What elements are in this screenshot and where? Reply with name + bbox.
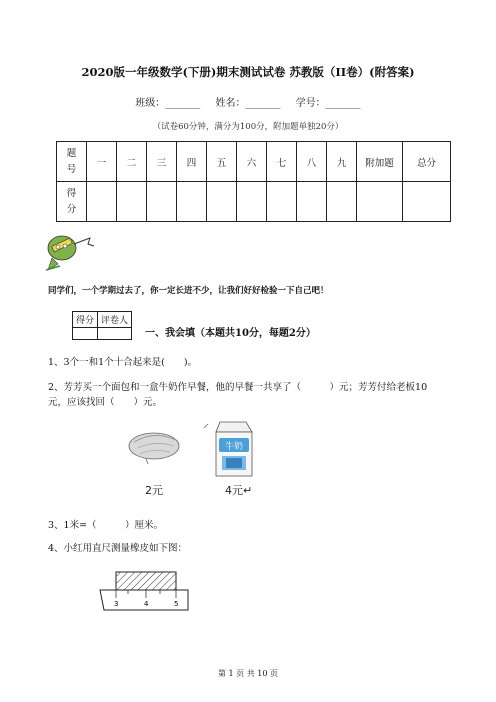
section-heading: 一、我会填（本题共10分，每题2分）	[145, 328, 316, 339]
milk-price: 4元↵	[225, 484, 253, 497]
col-header: 九	[327, 142, 357, 182]
score-label-top: 得	[66, 187, 77, 199]
exam-note: （试卷60分钟，满分为100分，附加题单独20分）	[152, 122, 344, 132]
col-header: 六	[237, 142, 267, 182]
col-header: 四	[177, 142, 207, 182]
page-footer: 第 1 页 共 10 页	[218, 669, 278, 678]
score-cell[interactable]	[147, 182, 177, 222]
student-info	[0, 94, 496, 109]
score-cell[interactable]	[297, 182, 327, 222]
encouragement-text: 同学们，一个学期过去了，你一定长进不少，让我们好好检验一下自己吧！	[48, 286, 329, 296]
ruler-tick-4: 4	[144, 600, 149, 608]
id-field: 学号：_______	[295, 98, 361, 109]
col-header: 三	[147, 142, 177, 182]
grading-grader-label: 评卷人	[98, 312, 132, 328]
bread-image	[128, 426, 182, 466]
score-table-score-row	[57, 182, 451, 222]
header-label-bottom: 号	[66, 163, 77, 175]
grading-score-cell[interactable]	[73, 328, 98, 340]
score-cell[interactable]	[327, 182, 357, 222]
score-cell[interactable]	[207, 182, 237, 222]
ruler-tick-5: 5	[174, 600, 179, 608]
question-3: 3、1米=（ ）厘米。	[48, 520, 164, 531]
score-label-cell	[57, 182, 87, 222]
score-cell[interactable]	[237, 182, 267, 222]
question-4: 4、小红用直尺测量橡皮如下图：	[48, 543, 188, 554]
col-header: 七	[267, 142, 297, 182]
question-2-line-1: 2、芳芳买一个面包和一盒牛奶作早餐，他的早餐一共享了（ ）元；芳芳付给老板10	[48, 382, 428, 393]
col-header: 总分	[403, 142, 451, 182]
pencil-mascot-icon	[44, 228, 96, 272]
class-field: 班级：_______	[135, 98, 201, 109]
grading-score-label: 得分	[73, 312, 98, 328]
score-cell[interactable]	[87, 182, 117, 222]
page-title: 2020版一年级数学(下册)期末测试试卷 苏教版（II卷）(附答案)	[81, 65, 415, 79]
grading-grader-cell[interactable]	[98, 328, 132, 340]
name-field: 姓名：_______	[215, 98, 281, 109]
score-cell[interactable]	[117, 182, 147, 222]
col-header: 五	[207, 142, 237, 182]
col-header: 二	[117, 142, 147, 182]
col-header: 附加题	[357, 142, 403, 182]
milk-carton-image	[200, 418, 264, 480]
score-label-bottom: 分	[66, 203, 77, 215]
question-1: 1、3个一和1个十合起来是( )。	[48, 357, 198, 368]
score-cell[interactable]	[357, 182, 403, 222]
col-header: 一	[87, 142, 117, 182]
bread-price: 2元	[145, 484, 163, 497]
ruler-tick-3: 3	[114, 600, 119, 608]
question-2-line-2: 元，应该找回（ ）元。	[48, 397, 163, 408]
header-label-cell	[57, 142, 87, 182]
col-header: 八	[297, 142, 327, 182]
score-table-header-row	[57, 142, 451, 182]
score-cell[interactable]	[403, 182, 451, 222]
score-table	[56, 141, 451, 222]
ruler-eraser-image	[98, 566, 194, 626]
header-label-top: 题	[66, 147, 77, 159]
score-cell[interactable]	[267, 182, 297, 222]
grading-box	[72, 311, 132, 340]
score-cell[interactable]	[177, 182, 207, 222]
milk-brand-label: 牛奶	[224, 442, 244, 452]
